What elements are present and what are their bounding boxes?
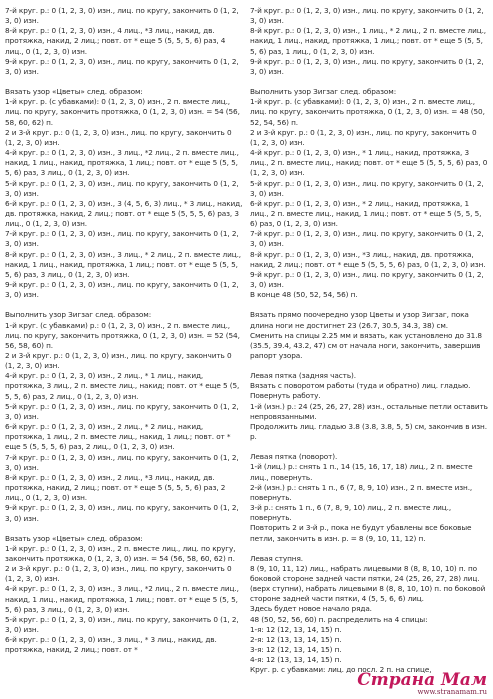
text-line: Продолжить лиц. гладью 3.8 (3.8, 3.8, 5, 5) см, закончив в изн. р.: [250, 421, 490, 442]
text-line: 8 (9, 10, 11, 12) лиц., набрать лицевыми 8 (8, 8, 10, 10) п. по боковой стороне задней части пятки, 24 (25, 26, 27, 28) лиц. (верх ступни), набрать лицевыми 8 (8, 8, 10, 10) п. по боковой стороне задней части пятки, 4 (5, 5, 6, 6) лиц.: [250, 563, 488, 604]
text-line: В конце 48 (50, 52, 54, 56) п.: [250, 290, 358, 300]
text-line: 4-й круг. р.: 0 (1, 2, 3, 0) изн., 3 лиц., *2 лиц., 2 п. вместе лиц., накид, 1 лиц., накид, протяжка, 1 лиц.; повт. от * еще 5 (5, 5, 5, 6) раз, 3 лиц., 0 (1, 2, 3, 0) изн.: [5, 584, 242, 614]
text-line: [5, 300, 243, 310]
text-line: 9-й круг. р.: 0 (1, 2, 3, 0) изн., лиц. по кругу, закончить 0 (1, 2, 3, 0) изн.: [250, 56, 486, 76]
text-line: Сменить на спицы 2.25 мм и вязать, как установлено до 31.8 (35.5, 39.4, 43.2, 47) см от начала ноги, закончить, завершив рапорт узора.: [250, 330, 485, 360]
text-line: 5-й круг. р.: 0 (1, 2, 3, 0) изн., лиц. по кругу, закончить 0 (1, 2, 3, 0) изн.: [5, 401, 241, 421]
text-line: 8-й круг. р.: 0 (1, 2, 3, 0) изн., *3 лиц., накид, дв. протяжка, накид, 2 лиц.; повт. от * еще 5 (5, 5, 5, 6) раз, 0 (1, 2, 3, 0) изн.: [250, 249, 486, 269]
text-line: [250, 544, 488, 554]
text-line: 4-я: 12 (13, 13, 14, 15) п.: [250, 655, 342, 665]
text-line: 7-й круг. р.: 0 (1, 2, 3, 0) изн., лиц. по кругу, закончить 0 (1, 2, 3, 0) изн.: [5, 452, 241, 472]
text-line: 8-й круг. р.: 0 (1, 2, 3, 0) изн., 3 лиц., * 2 лиц., 2 п. вместе лиц., накид, 1 лиц., накид, протяжка, 1 лиц.; повт. от * еще 5 (5, 5, 5, 6) раз, 3 лиц., 0 (1, 2, 3, 0) изн.: [5, 249, 244, 279]
text-line: Повторить 2 и 3-й р., пока не будут убавлены все боковые петли, закончить в изн. р. = 8 (9, 10, 11, 12) п.: [250, 523, 474, 543]
text-line: 6-й круг. р.: 0 (1, 2, 3, 0) изн., 3 лиц., * 3 лиц., накид, дв. протяжка, накид, 2 лиц.; повт. от *: [5, 635, 219, 655]
text-line: [5, 77, 243, 87]
text-line: 1-й круг. р. (с убавками): 0 (1, 2, 3, 0) изн., 2 п. вместе лиц., лиц. по кругу, закончить протяжка, 0 (1, 2, 3, 0) изн. = 48 (50, 52, 54, 56) п.: [250, 97, 488, 127]
text-line: 9-й круг. р.: 0 (1, 2, 3, 0) изн., лиц. по кругу, закончить 0 (1, 2, 3, 0) изн.: [5, 56, 241, 76]
text-line: 1-й (лиц.) р.: снять 1 п., 14 (15, 16, 17, 18) лиц., 2 п. вместе лиц., повернуть.: [250, 462, 475, 482]
text-line: 5-й круг. р.: 0 (1, 2, 3, 0) изн., лиц. по кругу, закончить 0 (1, 2, 3, 0) изн.: [5, 614, 241, 635]
text-line: 2-й (изн.) р.: снять 1 п., 6 (7, 8, 9, 10) изн., 2 п. вместе изн., повернуть.: [250, 482, 475, 502]
text-line: 48 (50, 52, 56, 60) п. распределить на 4 спицы:: [250, 614, 428, 624]
text-line: 2 и 3-й круг. р.: 0 (1, 2, 3, 0) изн., лиц. по кругу, закончить 0 (1, 2, 3, 0) изн.: [5, 351, 234, 371]
text-line: Выполнить узор Зигзаг след. образом:: [250, 87, 397, 97]
text-line: 6-й круг. р.: 0 (1, 2, 3, 0) изн., 2 лиц., * 2 лиц., накид, протяжка, 1 лиц., 2 п. вместе лиц., накид, 1 лиц.; повт. от * еще 5 (5, 5, 5, 6) раз, 2 лиц., 0 (1, 2, 3, 0) изн.: [5, 422, 233, 452]
site-logo-url: www.stranamam.ru: [417, 688, 487, 696]
text-line: 1-й круг. р.: 0 (1, 2, 3, 0) изн., 2 п. вместе лиц., лиц. по кругу, закончить протяжка, 0 (1, 2, 3, 0) изн. = 54 (56, 58, 60, 62) п.: [5, 543, 238, 563]
text-line: Левая ступня.: [250, 553, 303, 563]
text-line: [5, 524, 243, 534]
text-line: Вязать узор «Цветы» след. образом:: [5, 533, 143, 543]
right-column: [250, 6, 491, 676]
text-line: 6-й круг. р.: 0 (1, 2, 3, 0) изн., * 2 лиц., накид, протяжка, 1 лиц., 2 п. вместе лиц., накид, 1 лиц.; повт. от * еще 5 (5, 5, 5, 6) раз, 0 (1, 2, 3, 0) изн.: [250, 198, 484, 229]
text-line: 1-й круг. (с убавками) р.: 0 (1, 2, 3, 0) изн., 2 п. вместе лиц., лиц. по кругу, закончить протяжка, 0 (1, 2, 3, 0) изн. = 52 (54, 56, 58, 60) п.: [5, 320, 243, 350]
text-line: 7-й круг. р.: 0 (1, 2, 3, 0) изн., лиц. по кругу, закончить 0 (1, 2, 3, 0) изн.: [250, 6, 486, 26]
text-line: 8-й круг. р.: 0 (1, 2, 3, 0) изн., 2 лиц., *3 лиц., накид, дв. протяжка, накид, 2 лиц.; повт. от * еще 5 (5, 5, 5, 6) раз, 2 лиц., 0 (1, 2, 3, 0) изн.: [5, 472, 228, 503]
text-line: 5-й круг. р.: 0 (1, 2, 3, 0) изн., лиц. по кругу, закончить 0 (1, 2, 3, 0) изн.: [5, 178, 241, 198]
text-line: 1-й (изн.) р.: 24 (25, 26, 27, 28) изн., остальные петли оставить непровязанными.: [250, 401, 491, 421]
text-line: Повернуть работу.: [250, 391, 321, 401]
text-line: Выполнить узор Зигзаг след. образом:: [5, 310, 152, 320]
text-line: Вязать прямо поочередно узор Цветы и узор Зигзаг, пока длина ноги не достигнет 23 (26.7, 30.5, 34.3, 38) см.: [250, 310, 472, 330]
text-line: 2 и 3-й круг. р.: 0 (1, 2, 3, 0) изн., лиц. по кругу, закончить 0 (1, 2, 3, 0) изн.: [5, 127, 234, 147]
text-line: 9-й круг. р.: 0 (1, 2, 3, 0) изн., лиц. по кругу, закончить 0 (1, 2, 3, 0) изн.: [250, 269, 486, 290]
text-line: Здесь будет новое начало ряда.: [250, 604, 372, 614]
text-line: 4-й круг. р.: 0 (1, 2, 3, 0) изн., 3 лиц., *2 лиц., 2 п. вместе лиц., накид, 1 лиц., накид, протяжка, 1 лиц.; повт. от * еще 5 (5, 5, 5, 6) раз, 3 лиц., 0 (1, 2, 3, 0) изн.: [5, 148, 242, 178]
text-line: 9-й круг. р.: 0 (1, 2, 3, 0) изн., лиц. по кругу, закончить 0 (1, 2, 3, 0) изн.: [5, 280, 241, 300]
text-line: 2 и 3-й круг. р.: 0 (1, 2, 3, 0) изн., лиц. по кругу, закончить 0 (1, 2, 3, 0) изн.: [250, 127, 479, 147]
site-logo-name: Страна Мам: [357, 670, 487, 690]
text-line: Вязать узор «Цветы» след. образом:: [5, 87, 143, 97]
text-line: 7-й круг. р.: 0 (1, 2, 3, 0) изн., лиц. по кругу, закончить 0 (1, 2, 3, 0) изн.: [5, 6, 241, 26]
text-line: [250, 77, 488, 87]
text-line: Левая пятка (задняя часть).: [250, 371, 356, 381]
text-line: 7-й круг. р.: 0 (1, 2, 3, 0) изн., лиц. по кругу, закончить 0 (1, 2, 3, 0) изн.: [5, 229, 241, 249]
text-line: [250, 300, 488, 310]
text-line: Левая пятка (поворот).: [250, 452, 338, 462]
text-line: 8-й круг. р.: 0 (1, 2, 3, 0) изн., 1 лиц., * 2 лиц., 2 п. вместе лиц., накид, 1 лиц., накид, протяжка, 1 лиц.; повт. от * еще 5 (5, 5, 5, 6) раз, 1 лиц., 0 (1, 2, 3, 0) изн.: [250, 26, 489, 56]
text-line: [250, 361, 488, 371]
text-line: 3-й р.: снять 1 п., 6 (7, 8, 9, 10) лиц., 2 п. вместе лиц., повернуть.: [250, 503, 454, 523]
text-line: [250, 442, 488, 452]
text-line: 4-й круг. р.: 0 (1, 2, 3, 0) изн., 2 лиц., * 1 лиц., накид, протяжка, 3 лиц., 2 п. вместе лиц., накид; повт. от * еще 5 (5, 5, 5, 6) раз, 2 лиц., 0 (1, 2, 3, 0) изн.: [5, 371, 242, 401]
text-line: 7-й круг. р.: 0 (1, 2, 3, 0) изн., лиц. по кругу, закончить 0 (1, 2, 3, 0) изн.: [250, 229, 486, 249]
text-line: Вязать с поворотом работы (туда и обратно) лиц. гладью.: [250, 381, 471, 391]
text-line: 3-я: 12 (12, 13, 14, 15) п.: [250, 645, 342, 655]
text-line: Круг. р. с убавками: лиц. до посл. 2 п. на спице,: [250, 665, 432, 675]
left-column: [5, 6, 243, 656]
text-line: 4-й круг. р.: 0 (1, 2, 3, 0) изн., * 1 лиц., накид, протяжка, 3 лиц., 2 п. вместе лиц., накид; повт. от * еще 5 (5, 5, 5, 6) раз, 0 (1, 2, 3, 0) изн.: [250, 148, 490, 178]
text-line: 2 и 3-й круг. р.: 0 (1, 2, 3, 0) изн., лиц. по кругу, закончить 0 (1, 2, 3, 0) изн.: [5, 564, 234, 584]
text-line: 2-я: 12 (13, 13, 14, 15) п.: [250, 634, 342, 644]
text-line: 9-й круг. р.: 0 (1, 2, 3, 0) изн., лиц. по кругу, закончить 0 (1, 2, 3, 0) изн.: [5, 503, 241, 523]
site-logo[interactable]: [357, 670, 487, 696]
text-line: 6-й круг. р.: 0 (1, 2, 3, 0) изн., 3 (4, 5, 6, 3) лиц., * 3 лиц., накид, дв. протяжка, накид, 2 лиц.; повт. от * еще 5 (5, 5, 5, 6) раз, 3 лиц., 0 (1, 2, 3, 0) изн.: [5, 198, 245, 229]
text-line: 8-й круг. р.: 0 (1, 2, 3, 0) изн., 4 лиц., *3 лиц., накид, дв. протяжка, накид, 2 лиц.; повт. от * еще 5 (5, 5, 5, 6) раз, 4 лиц., 0 (1, 2, 3, 0) изн.: [5, 26, 228, 56]
text-line: 1-я: 12 (12, 13, 14, 15) п.: [250, 624, 342, 634]
text-line: 1-й круг. р. (с убавками): 0 (1, 2, 3, 0) изн., 2 п. вместе лиц., лиц. по кругу, закончить протяжка, 0 (1, 2, 3, 0) изн. = 54 (56, 58, 60, 62) п.: [5, 97, 243, 127]
text-line: 5-й круг. р.: 0 (1, 2, 3, 0) изн., лиц. по кругу, закончить 0 (1, 2, 3, 0) изн.: [250, 178, 486, 198]
